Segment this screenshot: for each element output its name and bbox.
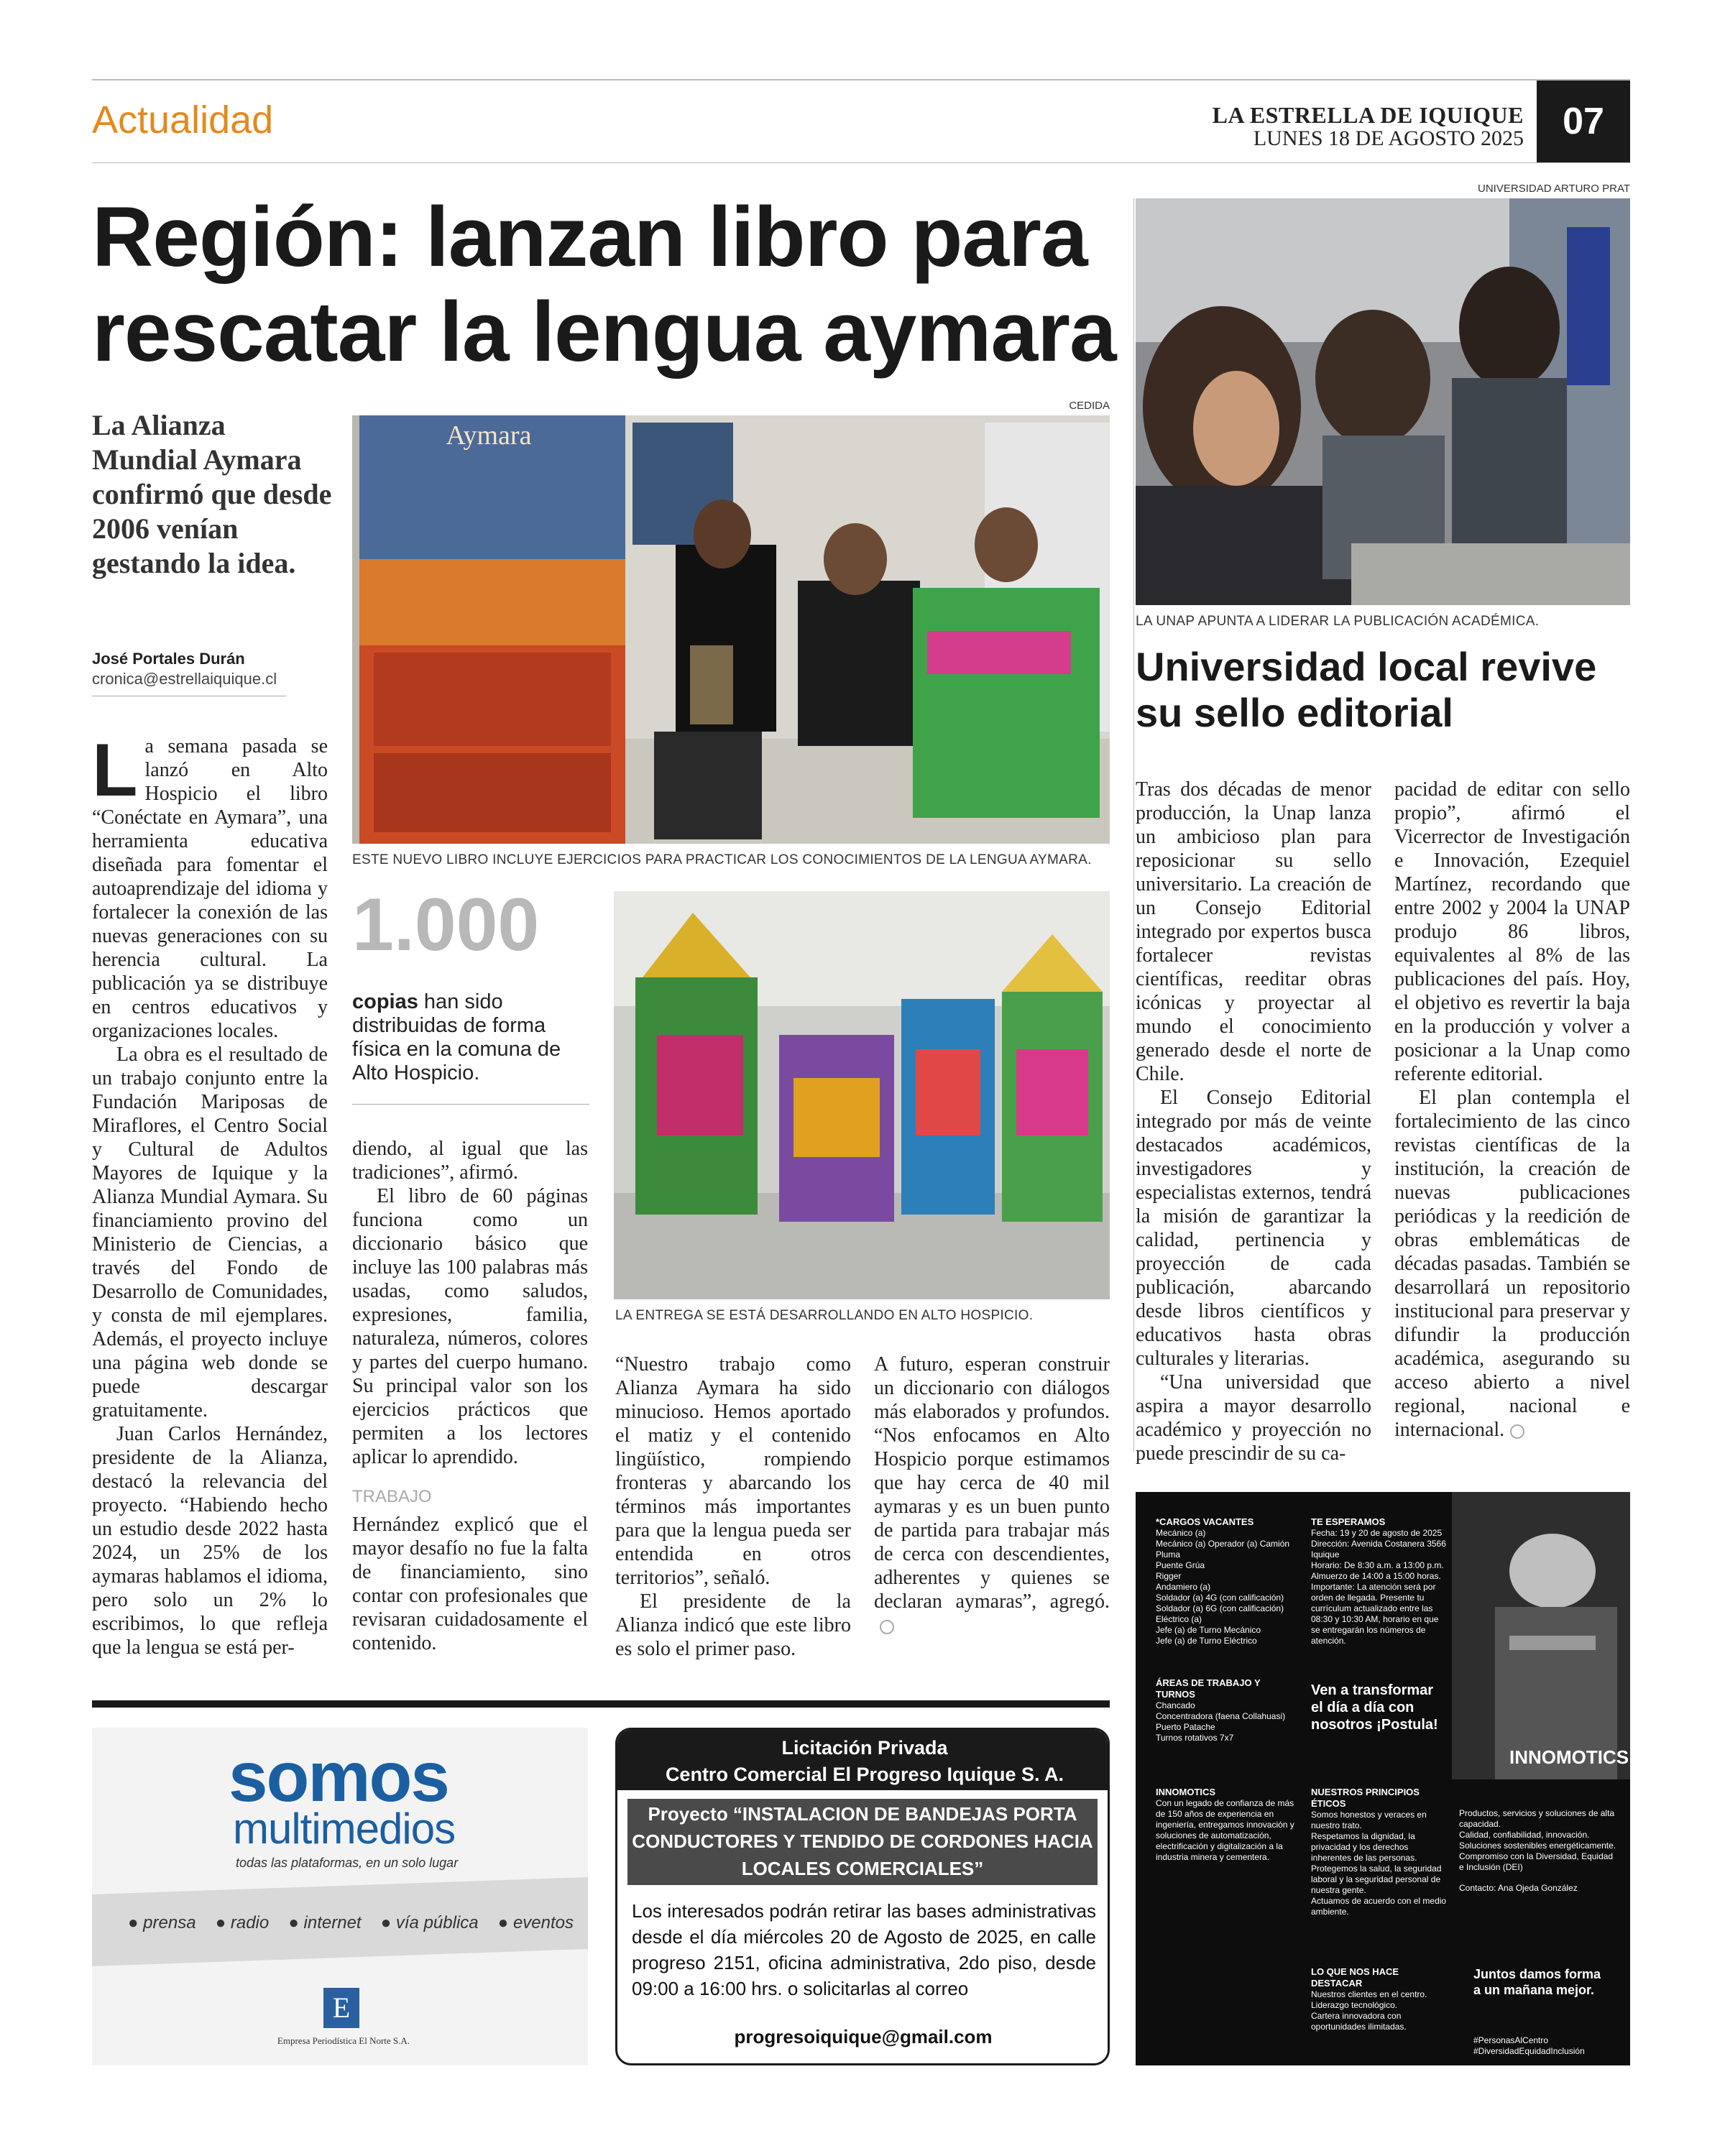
about-text: Con un legado de confianza de más de 150 años de experiencia en ingeniería, entregamos innovación y soluciones de automatización, electrificación y digitalización a la industria minera y cementera. — [1156, 1798, 1294, 1862]
channel-radio: ● radio — [215, 1913, 270, 1932]
valores-block — [1459, 1808, 1617, 1894]
innomotics-slogan: Juntos damos forma a un mañana mejor. — [1473, 1967, 1601, 1997]
byline-author: José Portales Durán — [92, 650, 245, 668]
top-rule — [92, 79, 1630, 80]
main-col1-para1-wrap — [92, 729, 328, 1043]
licitacion-ad — [615, 1728, 1110, 2065]
somos-sub: multimedios — [233, 1805, 456, 1853]
esperamos-4: Importante: La atención será por orden de llegada. Presente tu currículum actualizado entre las 08:30 y 10:30 AM, horario en que se entregarán los números de atención. — [1311, 1582, 1439, 1646]
channel-prensa: ● prensa — [128, 1913, 196, 1932]
principios-title: NUESTROS PRINCIPIOS ÉTICOS — [1311, 1787, 1420, 1809]
main-col4-text: A futuro, esperan construir un diccionario con diálogos más elaborados y profundos. “Nos enfocamos en Alto Hospicio porque estimamos que hay cerca de 40 mil aymaras y es un buen punto de partida para trabajar más de cerca con descendientes, adherentes y quienes se declaran aymaras”, agregó. — [874, 1353, 1110, 1613]
innomotics-logo: INNOMOTICS — [1509, 1746, 1629, 1768]
channel-radio-label: radio — [230, 1913, 270, 1932]
side-col-1 — [1136, 778, 1371, 1465]
side-photo-credit: UNIVERSIDAD ARTURO PRAT — [1478, 183, 1630, 195]
main-col1-para1: a semana pasada se lanzó en Alto Hospicio el libro “Conéctate en Aymara”, una herramienta educativa diseñada para fomentar el autoaprendizaje del idioma y fortalecer la conexión de las nuevas generaciones con su herencia cultural. La publicación ya se distribuye en centros educativos y organizaciones locales. — [92, 735, 328, 1042]
valor-2: Calidad, confiabilidad, innovación. — [1459, 1830, 1590, 1840]
destacar-block — [1311, 1966, 1448, 2032]
principios-block — [1311, 1787, 1448, 1917]
innomotics-worker-photo — [1452, 1492, 1630, 1779]
photo1-caption: ESTE NUEVO LIBRO INCLUYE EJERCICIOS PARA PRACTICAR LOS CONOCIMIENTOS DE LA LENGUA AYMARA. — [352, 852, 1092, 867]
esperamos-2: Dirección: Avenida Costanera 3566 Iquique — [1311, 1539, 1446, 1560]
byline-email: cronica@estrellaiquique.cl — [92, 670, 277, 688]
section-label: Actualidad — [92, 98, 274, 142]
end-mark-icon — [880, 1620, 894, 1634]
cargo-1: Mecánico (a) — [1156, 1528, 1206, 1538]
main-col3-para1: “Nuestro trabajo como Alianza Aymara ha sido minucioso. Hemos aportado el matiz y el contenido lingüístico, rompiendo fronteras y abarcando los términos más importantes para que la lengua pueda ser entendida en otros territorios”, señaló. — [615, 1353, 851, 1589]
esperamos-block — [1311, 1516, 1448, 1646]
innomotics-cta: Ven a transformar el día a día con nosotros ¡Postula! — [1311, 1682, 1438, 1733]
channel-internet: ● internet — [288, 1913, 362, 1932]
destacar-2: Liderazgo tecnológico. — [1311, 2000, 1398, 2010]
photo2-caption: LA ENTREGA SE ESTÁ DESARROLLANDO EN ALTO HOSPICIO. — [615, 1308, 1034, 1323]
channel-via-publica: ● vía pública — [380, 1913, 479, 1932]
valor-3: Soluciones sostenibles energéticamente. — [1459, 1841, 1616, 1851]
article-deck: La Alianza Mundial Aymara confirmó que desde 2006 venían gestando la idea. — [92, 409, 332, 579]
channel-eventos-label: eventos — [512, 1913, 574, 1932]
side-col1-para3: “Una universidad que aspira a mayor desarrollo académico y proyección no puede prescindir de su ca- — [1136, 1371, 1371, 1465]
cargo-5: Andamiero (a) — [1156, 1582, 1211, 1592]
areas-title: ÁREAS DE TRABAJO Y TURNOS — [1156, 1677, 1261, 1700]
innomotics-contact: Contacto: Ana Ojeda González — [1459, 1883, 1578, 1893]
channel-internet-label: internet — [303, 1913, 362, 1932]
principio-4: Actuamos de acuerdo con el medio ambiente. — [1311, 1896, 1447, 1917]
column-divider — [1133, 198, 1134, 1452]
principio-3: Protegemos la salud, la seguridad laboral y la seguridad personal de nuestra gente. — [1311, 1864, 1442, 1895]
area-3: Puerto Patache — [1156, 1722, 1215, 1732]
main-col1-para2: La obra es el resultado de un trabajo conjunto entre la Fundación Mariposas de Miraflores, el Centro Social y Cultural de Adultos Mayores de Iquique y la Alianza Mundial Aymara. Su financiamiento provino del Ministerio de Ciencias, a través del Fondo de Desarrollo de Comunidades, y consta de mil ejemplares. Además, el proyecto incluye una página web donde se puede descargar gratuitamente. — [92, 1044, 328, 1422]
worker-photo-art — [1452, 1492, 1630, 1779]
company-name: Empresa Periodística El Norte S.A. — [277, 2035, 410, 2046]
channel-prensa-label: prensa — [143, 1913, 196, 1932]
cargo-4: Rigger — [1156, 1571, 1182, 1581]
book-launch-photo-art — [352, 415, 1110, 844]
licitacion-project: Proyecto “INSTALACION DE BANDEJAS PORTA CONDUCTORES Y TENDIDO DE CORDONES HACIA LOCALES COMERCIALES” — [627, 1799, 1098, 1885]
area-4: Turnos rotativos 7x7 — [1156, 1733, 1234, 1743]
side-col2-para2: El plan contempla el fortalecimiento de las cinco revistas científicas de la institución, la creación de nuevas publicaciones periódicas y la reedición de obras emblemáticas de décadas pasadas. También se desarrollará un repositorio institucional para preservar y difundir la producción académica, asegurando su acceso abierto a nivel regional, nacional e internacional. — [1394, 1087, 1630, 1441]
side-col2-para2-wrap — [1394, 1086, 1630, 1442]
main-col2-para2: El libro de 60 páginas funciona como un diccionario básico que incluye las 100 palabras más usadas, como saludos, expresiones, familia, naturaleza, números, colores y partes del cuerpo humano. Su principal valor son los ejercicios prácticos que permiten a los lectores aplicar lo aprendido. — [352, 1185, 588, 1468]
licitacion-header — [617, 1730, 1110, 1790]
side-headline: Universidad local revive su sello editorial — [1136, 644, 1597, 735]
unap-photo — [1136, 198, 1630, 605]
side-photo-caption: LA UNAP APUNTA A LIDERAR LA PUBLICACIÓN ACADÉMICA. — [1136, 614, 1540, 629]
stat-text-block — [352, 990, 589, 1085]
licitacion-title2: Centro Comercial El Progreso Iquique S. A. — [665, 1764, 1064, 1785]
side-col1-para2: El Consejo Editorial integrado por más de veinte destacados académicos, investigadores y especialistas externos, tendrá la misión de garantizar la calidad, pertinencia y proyección de cada publicación, abarcando desde libros científicos y educativos hasta obras culturales y literarias. — [1136, 1087, 1371, 1370]
valor-1: Productos, servicios y soluciones de alta capacidad. — [1459, 1808, 1615, 1829]
main-col-3 — [615, 1353, 851, 1661]
stat-text: han sido distribuidas de forma física en la comuna de Alto Hospicio. — [352, 990, 561, 1084]
main-col3-para2: El presidente de la Alianza indicó que este libro es solo el primer paso. — [615, 1590, 851, 1660]
main-col-1 — [92, 729, 328, 1659]
area-2: Concentradora (faena Collahuasi) — [1156, 1711, 1286, 1721]
destacar-3: Cartera innovadora con oportunidades ilimitadas. — [1311, 2011, 1407, 2032]
main-col-2 — [352, 1137, 588, 1655]
licitacion-body: Los interesados podrán retirar las bases administrativas desde el día miércoles 20 de Agosto de 2025, en calle progreso 2151, oficina administrativa, 2do piso, desde 09:00 a 16:00 hrs. o solicitarlas al correo — [632, 1900, 1096, 1999]
book-launch-photo — [352, 415, 1110, 844]
somos-tagline: todas las plataformas, en un solo lugar — [236, 1856, 459, 1870]
cargo-9: Jefe (a) de Turno Mecánico — [1156, 1625, 1261, 1635]
newspaper-name: LA ESTRELLA DE IQUIQUE — [1212, 102, 1524, 128]
dropcap: L — [92, 729, 138, 812]
somos-brand: somos — [229, 1737, 448, 1816]
cargo-8: Eléctrico (a) — [1156, 1614, 1202, 1624]
valor-4: Compromiso con la Diversidad, Equidad e Inclusión (DEI) — [1459, 1851, 1614, 1872]
side-col2-para1: pacidad de editar con sello propio”, afirmó el Vicerrector de Investigación e Innovación, Ezequiel Martínez, recordando que entre 2002 y 2004 la UNAP produjo 86 libros, equivalentes al 8% de las publicaciones del país. Hoy, el objetivo es revertir la baja en la producción y volver a posicionar a la Unap como referente editorial. — [1394, 778, 1630, 1085]
dancers-photo-art — [614, 891, 1110, 1299]
cargo-3: Puente Grúa — [1156, 1560, 1205, 1570]
unap-photo-art — [1136, 198, 1630, 605]
cargo-6: Soldador (a) 4G (con calificación) — [1156, 1593, 1284, 1603]
side-col1-para1: Tras dos décadas de menor producción, la Unap lanza un ambicioso plan para reposicionar su sello universitario. La creación de un Consejo Editorial integrado por expertos busca fortalecer revistas científicas, reeditar obras icónicas y proyectar al mundo el conocimiento generado desde el norte de Chile. — [1136, 778, 1371, 1085]
cargo-10: Jefe (a) de Turno Eléctrico — [1156, 1636, 1257, 1646]
main-col4-para1 — [874, 1353, 1110, 1637]
innomotics-hashtags: #PersonasAlCentro #DiversidadEquidadInclusión — [1473, 2035, 1585, 2056]
esperamos-1: Fecha: 19 y 20 de agosto de 2025 — [1311, 1528, 1443, 1538]
channel-eventos: ● eventos — [497, 1913, 574, 1932]
main-col2-para1: diendo, al igual que las tradiciones”, afirmó. — [352, 1138, 588, 1184]
dancers-photo — [614, 891, 1110, 1299]
destacar-title: LO QUE NOS HACE DESTACAR — [1311, 1966, 1399, 1989]
photo1-credit: CEDIDA — [1069, 400, 1110, 412]
areas-block — [1156, 1677, 1300, 1743]
somos-channels — [128, 1913, 574, 1933]
cargos-block — [1156, 1516, 1300, 1646]
cargo-7: Soldador (a) 6G (con calificación) — [1156, 1603, 1284, 1613]
principio-2: Respetamos la dignidad, la privacidad y los derechos inherentes de las personas. — [1311, 1831, 1417, 1863]
licitacion-email: progresoiquique@gmail.com — [734, 2026, 993, 2047]
main-col1-para3: Juan Carlos Hernández, presidente de la Alianza, destacó la relevancia del proyecto. “Habiendo hecho un estudio desde 2022 hasta 2024, un 25% de los aymaras hablamos el idioma, pero solo un 2% lo escribimos, lo que refleja que la lengua se está per- — [92, 1423, 328, 1659]
header-rule — [92, 162, 1630, 163]
main-headline: Región: lanzan libro para rescatar la lengua aymara — [92, 190, 1116, 379]
main-col-4 — [874, 1353, 1110, 1637]
page-number: 07 — [1537, 80, 1630, 162]
innomotics-ad — [1136, 1492, 1630, 2065]
about-title: INNOMOTICS — [1156, 1787, 1216, 1797]
stat-number: 1.000 — [352, 883, 540, 967]
main-col2-para3: Hernández explicó que el mayor desafío no fue la falta de financiamiento, sino contar con profesionales que revisaran cuidadosamente el contenido. — [352, 1514, 588, 1654]
side-col-2 — [1394, 778, 1630, 1442]
destacar-1: Nuestros clientes en el centro. — [1311, 1989, 1427, 1999]
channel-via-publica-label: vía pública — [395, 1913, 479, 1932]
licitacion-title1: Licitación Privada — [781, 1737, 948, 1759]
esperamos-3: Horario: De 8:30 a.m. a 13:00 p.m. Almuerzo de 14:00 a 15:00 horas. — [1311, 1560, 1444, 1581]
principio-1: Somos honestos y veraces en nuestro trato. — [1311, 1810, 1427, 1830]
subhead-trabajo: TRABAJO — [352, 1487, 432, 1506]
area-1: Chancado — [1156, 1700, 1195, 1710]
side-end-mark-icon — [1510, 1424, 1524, 1439]
somos-ad — [92, 1728, 588, 2065]
cargos-title: *CARGOS VACANTES — [1156, 1516, 1254, 1527]
esperamos-title: TE ESPERAMOS — [1311, 1516, 1386, 1527]
stat-rule — [352, 1104, 589, 1105]
cargo-2: Mecánico (a) Operador (a) Camión Pluma — [1156, 1539, 1290, 1560]
issue-date: LUNES 18 DE AGOSTO 2025 — [1253, 126, 1524, 150]
company-logo-icon: E — [323, 1988, 359, 2028]
ads-divider — [92, 1700, 1110, 1708]
stat-bold: copias — [352, 990, 418, 1013]
about-block — [1156, 1787, 1300, 1863]
svg-text:Aymara: Aymara — [446, 420, 532, 451]
